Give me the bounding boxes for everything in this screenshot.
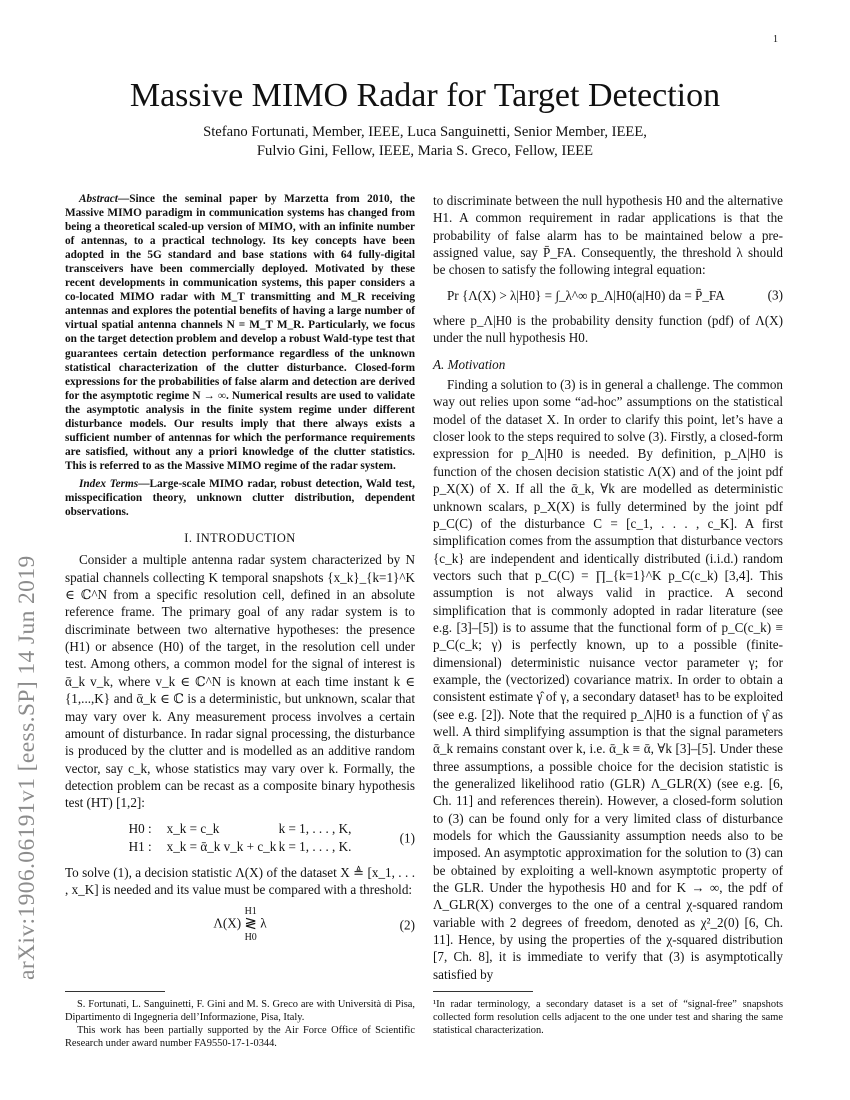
eq1-h0-label: H0 :	[128, 820, 152, 836]
abstract-text: —Since the seminal paper by Marzetta from 2010, the Massive MIMO paradigm in communication systems has changed from being a theoretical scaled-up version of MIMO, with an infinite number of antennas, to a practical technology. Its key concepts have been adopted in the 5G standard and base stations with 64 fully-digital transceivers have been commercially deployed. Motivated by these recent developments in communication systems, this paper considers a co-located MIMO radar with M_T transmitting and M_R receiving antennas and explores the potential benefits of having a large number of virtual spatial antenna channels N = M_T M_R. Particularly, we focus on the target detection problem and develop a robust Wald-type test that guarantees certain detection performance regardless of the unknown statistical characterization of the clutter disturbance. Closed-form expressions for the probabilities of false alarm and detection are derived for the asymptotic regime N → ∞. Numerical results are used to validate the asymptotic analysis in the finite system regime under different disturbance models. Our results imply that there always exists a sufficient number of antennas for which the performance requirements are satisfied, without any a priori knowledge of the clutter statistics. This is referred to as the Massive MIMO regime of the radar system.	[65, 193, 415, 472]
eq2-rhs: λ	[260, 915, 267, 931]
index-terms	[65, 477, 415, 519]
eq1-h0-range: k = 1, . . . , K,	[278, 820, 352, 836]
left-column	[65, 192, 415, 951]
eq2-lhs: Λ(X)	[213, 915, 242, 931]
author-list	[60, 123, 790, 161]
eq1-h1-label: H1 :	[128, 838, 152, 854]
page-number: 1	[773, 34, 778, 45]
footnote-secondary-dataset: ¹In radar terminology, a secondary dataset is a set of “signal-free” snapshots collected form resolution cells adjacent to the one under test and sharing the same statistical characterization.	[433, 999, 783, 1036]
footnote-rule-right	[433, 991, 533, 992]
footnote-affiliation: S. Fortunati, L. Sanguinetti, F. Gini and M. S. Greco are with Università di Pisa, Dipartimento di Ingegneria dell’Informazione, Pisa, Italy.	[65, 999, 415, 1023]
eq1-h1-range: k = 1, . . . , K.	[278, 838, 352, 854]
right-paragraph-2: where p_Λ|H0 is the probability density function (pdf) of Λ(X) under the null hypothesis H0.	[433, 313, 783, 346]
eq2-sym: ≷	[244, 916, 257, 933]
authors-line-1: Stefano Fortunati, Member, IEEE, Luca Sanguinetti, Senior Member, IEEE,	[203, 124, 647, 140]
eq1-h0-expr: x_k = c_k	[166, 820, 220, 836]
subsection-heading-motivation: A. Motivation	[433, 356, 506, 372]
section-heading-introduction: I. INTRODUCTION	[184, 531, 296, 546]
arxiv-stamp: arXiv:1906.06191v1 [eess.SP] 14 Jun 2019	[14, 555, 40, 980]
eq2-decision-symbol	[244, 906, 257, 943]
right-column	[433, 192, 783, 983]
eq1-number: (1)	[399, 829, 415, 845]
authors-line-2: Fulvio Gini, Fellow, IEEE, Maria S. Greco, Fellow, IEEE	[256, 143, 594, 159]
motivation-paragraph: Finding a solution to (3) is in general a challenge. The common way out relies upon some “ad-hoc” assumptions on the statistical model of the dataset X. In order to clarify this point, let’s have a closer look to the steps required to solve (3). Firstly, a closed-form expression for p_Λ|H0 is needed. By definition, p_Λ|H0 is function of the chosen decision statistic Λ(X) and of the joint pdf p_X(X) of X. If all the ᾱ_k, ∀k are modelled as deterministic unknown scalars, p_X(X) is fully determined by the joint pdf p_C(C) of the disturbance C = [c_1, . . . , c_K]. A first simplification comes from the assumption that disturbance vectors {c_k} are independent and identically distributed (i.i.d.) random vectors such that p_C(C) = ∏_{k=1}^K p_C(c_k) [3,4]. This assumption is not always valid in practice. A second simplification that is commonly adopted in radar literature (see e.g. [3]–[5]) is to assume that the functional form of p_C(c_k) ≡ p_C(c_k; γ) is perfectly known, up to a possible (finite-dimensional) deterministic nuisance vector parameter γ; for example, the (vectorized) covariance matrix. In order to obtain a consistent estimate γ̂ of γ, a secondary dataset¹ has to be exploited (see e.g. [2]). Note that the required p_Λ|H0 is a function of γ̂ as well. A third simplifying assumption is that the signal parameters ᾱ_k remains constant over k, i.e. ᾱ_k ≡ ᾱ, ∀k [3]–[5]. Under these three assumptions, a possible choice for the decision statistic is the generalized likelihood ratio (GLR) Λ_GLR(X) (see e.g. [6, Ch. 11] and references therein). However, a closed-form solution to (3) can be found only for a very limited class of disturbance models for which the Gaussianity assumption needs also to be imposed. An asymptotic approximation for the solution to (3) can be obtained by exploiting a well-known asymptotic property of the GLR. Under the hypothesis H0 and for K → ∞, the pdf of Λ_GLR(X) converges to the one of a central χ-squared random variable with 2 degrees of freedom, denoted as χ²_2(0) [6, Ch. 11]. Hence, by using the properties of the χ-squared distribution [7, Ch. 8], it is immediate to verify that (3) is asymptotically satisfied by	[433, 377, 783, 982]
right-paragraph-1: to discriminate between the null hypothesis H0 and the alternative H1. A common requirement in radar applications is that the probability of false alarm has to be maintained below a pre-assigned value, say P̄_FA. Consequently, the threshold λ should be chosen to satisfy the following integral equation:	[433, 193, 783, 278]
equation-1	[65, 820, 415, 856]
eq3-number: (3)	[767, 287, 783, 303]
footnote-affiliations	[65, 998, 415, 1050]
equation-2	[65, 906, 415, 943]
eq1-h1-expr: x_k = ᾱ_k v_k + c_k	[166, 838, 277, 854]
index-terms-text: —Large-scale MIMO radar, robust detection, Wald test, misspecification theory, unknown clutter distribution, dependent observations.	[65, 477, 415, 519]
eq2-number: (2)	[399, 917, 415, 933]
equation-3	[433, 287, 783, 304]
paper-title: Massive MIMO Radar for Target Detection	[129, 77, 721, 114]
footnote-funding: This work has been partially supported by the Air Force Office of Scientific Research under award number FA9550-17-1-0344.	[65, 1025, 415, 1049]
abstract-label: Abstract	[79, 193, 118, 205]
index-terms-label: Index Terms	[79, 477, 139, 490]
intro-paragraph-1: Consider a multiple antenna radar system characterized by N spatial channels collecting K temporal snapshots {x_k}_{k=1}^K ∈ ℂ^N from a specific resolution cell, defined in an absolute reference frame. The primary goal of any radar system is to discriminate between two alternative hypotheses: the presence (H1) or absence (H0) of the target, in the resolution cell under test. Among others, a common model for the signal of interest is ᾱ_k v_k, where v_k ∈ ℂ^N is known at each time instant k ∈ {1,...,K} and ᾱ_k ∈ ℂ is a deterministic, but unknown, scalar that may vary over k. Any measurement process involves a certain amount of disturbance. In radar signal processing, the disturbance is produced by the clutter and is modelled as an additive random vector, say c_k, whose statistics may vary over k. Formally, the detection problem can be recast as a composite binary hypothesis test (HT) [1,2]:	[65, 552, 415, 811]
footnote-rule-left	[65, 991, 165, 992]
eq2-bottom: H0	[244, 932, 257, 944]
abstract	[65, 192, 415, 473]
eq2-top: H1	[244, 906, 257, 918]
eq3-expr: Pr {Λ(X) > λ|H0} = ∫_λ^∞ p_Λ|H0(a|H0) da = P̄_FA	[447, 287, 725, 303]
intro-paragraph-2: To solve (1), a decision statistic Λ(X) of the dataset X ≜ [x_1, . . . , x_K] is needed and its value must be compared with a threshold:	[65, 864, 415, 897]
